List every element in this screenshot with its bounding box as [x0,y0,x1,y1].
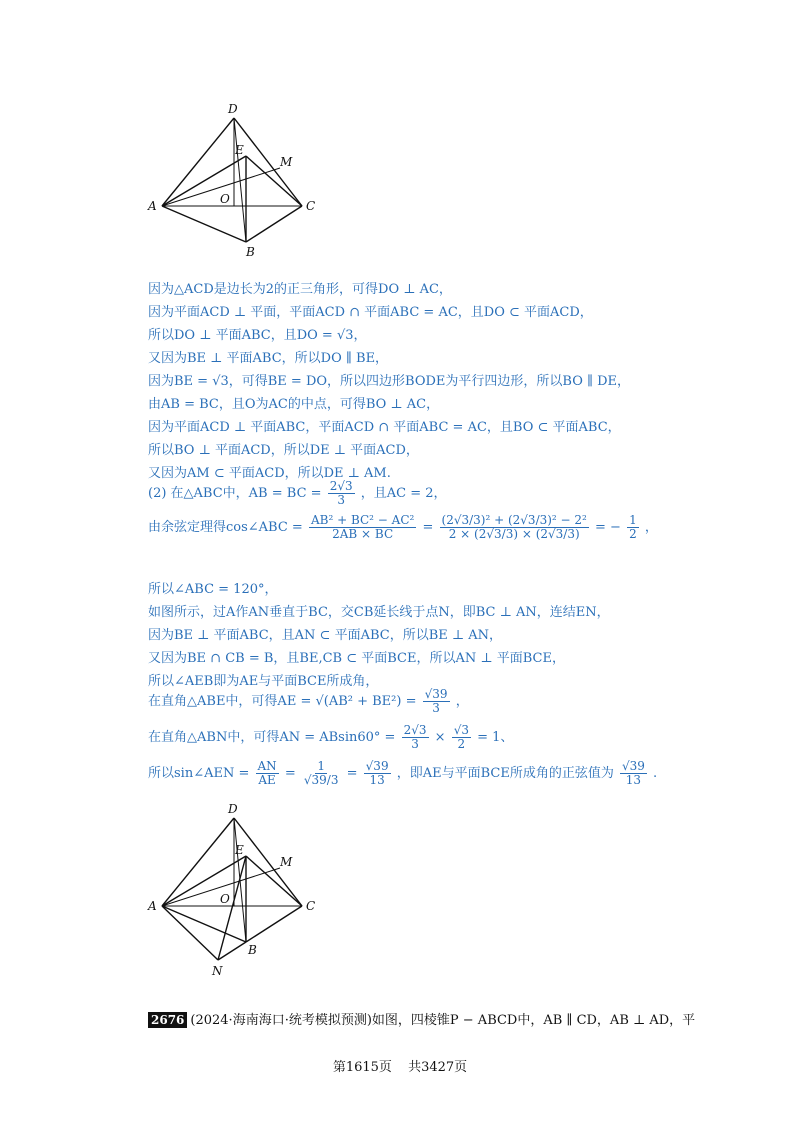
numerator: 2√3 [329,479,353,493]
text: ，且AC = 2， [360,486,447,501]
problem-number: 2676 [148,1012,187,1028]
label-C: C [306,199,316,213]
numerator: 1 [317,759,325,773]
text: = 1、 [477,730,514,745]
fraction [309,514,416,541]
fraction [402,724,429,751]
denominator: 3 [411,737,419,751]
denominator: 2 × (2√3/3) × (2√3/3) [448,527,580,541]
solution-line: 因为BE ⊥ 平面ABC，且AN ⊂ 平面ABC，所以BE ⊥ AN， [148,628,503,643]
solution-line-AE [148,688,469,715]
label-B: B [246,245,255,259]
denominator: AE [258,773,276,787]
label-A: A [148,199,157,213]
numerator: (2√3/3)² + (2√3/3)² − 2² [441,513,587,527]
solution-line: 因为BE = √3，可得BE = DO，所以四边形BODE为平行四边形，所以BO ∥ DE， [148,374,631,389]
label-D: D [228,102,238,116]
denominator: 2 [629,527,637,541]
numerator: 2√3 [403,723,427,737]
fraction [452,724,471,751]
denominator: 3 [432,701,440,715]
solution-line: 因为△ACD是边长为2的正三角形，可得DO ⊥ AC， [148,282,452,297]
edge-EC [246,156,302,206]
solution-line-cosine [148,514,658,541]
fraction [256,760,279,787]
text: = [284,766,296,781]
page-footer [0,1056,800,1075]
label-M: M [280,155,293,169]
edge-AB [162,206,246,242]
solution-line: 如图所示，过A作AN垂直于BC，交CB延长线于点N，即BC ⊥ AN，连结EN， [148,605,610,620]
numerator: 1 [629,513,637,527]
label-M: M [280,855,293,869]
edge-BC [246,206,302,242]
text: 由余弦定理得cos∠ABC = [148,520,303,535]
solution-line-part2 [148,480,447,507]
text: = [346,766,358,781]
fraction [627,514,639,541]
denominator: 3 [337,493,345,507]
label-A: A [148,899,157,913]
solution-line-sin [148,760,657,787]
label-O: O [220,192,230,206]
denominator: 2AB × BC [332,527,394,541]
edge-BC [246,906,302,942]
denominator: 13 [369,773,385,787]
edge-AN [162,906,218,960]
text: (2) 在△ABC中，AB = BC = [148,486,322,501]
fraction [620,760,647,787]
solution-line: 又因为BE ⊥ 平面ABC，所以DO ∥ BE， [148,351,389,366]
fraction [440,514,589,541]
text: . [653,766,658,781]
fraction [302,760,341,787]
numerator: √39 [365,759,389,773]
numerator: AN [257,759,277,773]
label-E: E [235,843,244,857]
denominator: 2 [457,737,466,751]
label-O: O [220,892,230,906]
solution-line: 因为平面ACD ⊥ 平面ABC，平面ACD ∩ 平面ABC = AC，且BO ⊂ 平面ABC， [148,420,621,435]
label-D: D [228,802,238,816]
text: × [434,730,446,745]
text: ， [644,520,658,535]
numerator: √3 [453,723,469,737]
problem-text: (2024·海南海口·统考模拟预测)如图，四棱锥P − ABCD中，AB ∥ CD，AB ⊥ AD，平 [190,1013,696,1028]
edge-EC [246,856,302,906]
text: ，即AE与平面BCE所成角的正弦值为 [396,766,614,781]
solution-line: 又因为AM ⊂ 平面ACD，所以DE ⊥ AM. [148,466,391,481]
solution-line: 又因为BE ∩ CB = B，且BE,CB ⊂ 平面BCE，所以AN ⊥ 平面BCE， [148,651,565,666]
page-number: 第1615页 [332,1060,392,1075]
solution-line: 所以BO ⊥ 平面ACD，所以DE ⊥ 平面ACD， [148,443,419,458]
solution-line: 所以DO ⊥ 平面ABC，且DO = √3， [148,328,367,343]
fraction [364,760,391,787]
text: = [422,520,434,535]
text: 所以sin∠AEN = [148,766,250,781]
edge-AE [162,856,246,906]
text: 在直角△ABN中，可得AN = ABsin60° = [148,730,396,745]
text: = − [595,520,621,535]
solution-line-AN [148,724,513,751]
solution-line: 由AB = BC，且O为AC的中点，可得BO ⊥ AC， [148,397,440,412]
label-B: B [248,943,257,957]
solution-line: 所以∠AEB即为AE与平面BCE所成角， [148,674,379,689]
numerator: √39 [424,687,448,701]
figure-1-tetrahedron [140,100,330,260]
edge-AE [162,156,246,206]
denominator: √39/3 [303,773,339,787]
label-N: N [212,964,223,978]
numerator: √39 [621,759,645,773]
fraction [328,480,355,507]
total-pages: 共3427页 [408,1060,468,1075]
text: ， [455,694,469,709]
solution-line: 因为平面ACD ⊥ 平面，平面ACD ∩ 平面ABC = AC，且DO ⊂ 平面ACD， [148,305,593,320]
numerator: AB² + BC² − AC² [310,513,415,527]
next-problem [148,1009,695,1028]
label-E: E [235,143,244,157]
denominator: 13 [625,773,642,787]
text: 在直角△ABE中，可得AE = √(AB² + BE²) = [148,694,417,709]
label-C: C [306,899,316,913]
solution-line: 所以∠ABC = 120°， [148,582,278,597]
figure-2-tetrahedron [140,800,330,980]
edge-AB [162,906,246,942]
fraction [423,688,450,715]
